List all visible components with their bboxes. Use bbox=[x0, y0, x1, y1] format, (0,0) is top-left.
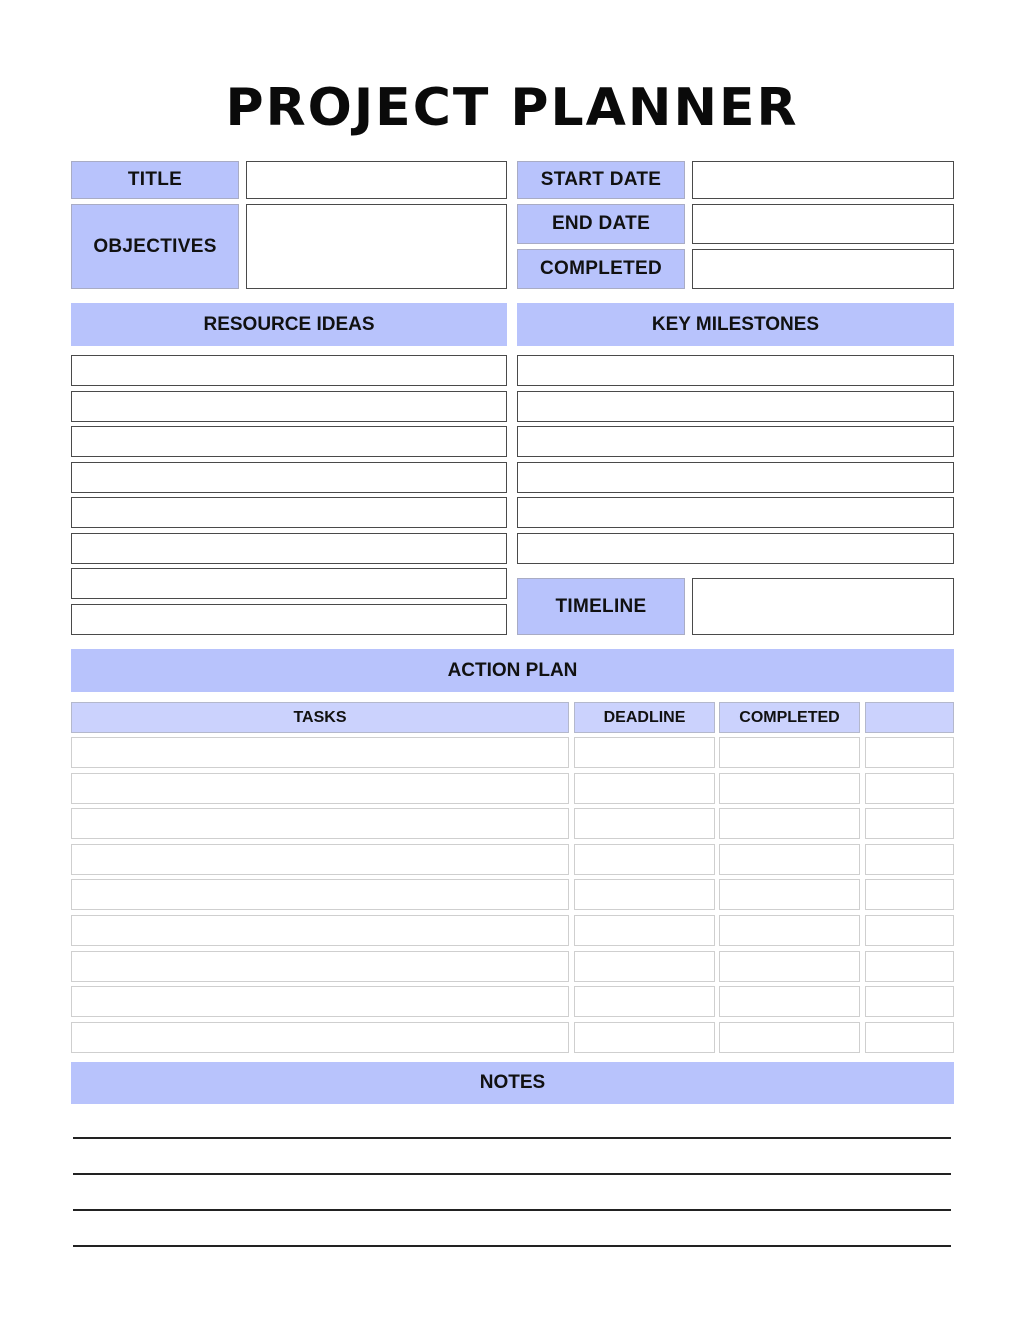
start-date-field[interactable] bbox=[692, 161, 954, 199]
action-plan-header: ACTION PLAN bbox=[71, 649, 954, 692]
end-date-field[interactable] bbox=[692, 204, 954, 244]
deadline-cell[interactable] bbox=[574, 1022, 715, 1053]
task-cell[interactable] bbox=[71, 773, 569, 804]
resource-idea-row[interactable] bbox=[71, 568, 507, 599]
completed-cell[interactable] bbox=[719, 986, 860, 1017]
key-milestones-header: KEY MILESTONES bbox=[517, 303, 954, 346]
start-date-label: START DATE bbox=[517, 161, 685, 199]
column-header-deadline: DEADLINE bbox=[574, 702, 715, 733]
resource-ideas-header: RESOURCE IDEAS bbox=[71, 303, 507, 346]
notes-header: NOTES bbox=[71, 1062, 954, 1104]
completed-cell[interactable] bbox=[719, 951, 860, 982]
completed-cell[interactable] bbox=[719, 773, 860, 804]
resource-idea-row[interactable] bbox=[71, 604, 507, 635]
extra-cell[interactable] bbox=[865, 986, 954, 1017]
completed-cell[interactable] bbox=[719, 808, 860, 839]
deadline-cell[interactable] bbox=[574, 879, 715, 910]
deadline-cell[interactable] bbox=[574, 951, 715, 982]
deadline-cell[interactable] bbox=[574, 737, 715, 768]
deadline-cell[interactable] bbox=[574, 915, 715, 946]
resource-idea-row[interactable] bbox=[71, 462, 507, 493]
resource-idea-row[interactable] bbox=[71, 355, 507, 386]
extra-cell[interactable] bbox=[865, 808, 954, 839]
page-title: PROJECT PLANNER bbox=[225, 78, 799, 138]
extra-cell[interactable] bbox=[865, 1022, 954, 1053]
milestone-row[interactable] bbox=[517, 533, 954, 564]
task-cell[interactable] bbox=[71, 879, 569, 910]
task-cell[interactable] bbox=[71, 737, 569, 768]
task-cell[interactable] bbox=[71, 808, 569, 839]
task-cell[interactable] bbox=[71, 1022, 569, 1053]
completed-cell[interactable] bbox=[719, 1022, 860, 1053]
completed-cell[interactable] bbox=[719, 915, 860, 946]
milestone-row[interactable] bbox=[517, 426, 954, 457]
column-header-completed: COMPLETED bbox=[719, 702, 860, 733]
milestone-row[interactable] bbox=[517, 355, 954, 386]
milestone-row[interactable] bbox=[517, 497, 954, 528]
objectives-field[interactable] bbox=[246, 204, 507, 289]
notes-line[interactable] bbox=[73, 1137, 951, 1139]
title-label: TITLE bbox=[71, 161, 239, 199]
completed-cell[interactable] bbox=[719, 879, 860, 910]
resource-idea-row[interactable] bbox=[71, 391, 507, 422]
extra-cell[interactable] bbox=[865, 915, 954, 946]
timeline-field[interactable] bbox=[692, 578, 954, 635]
task-cell[interactable] bbox=[71, 951, 569, 982]
resource-idea-row[interactable] bbox=[71, 426, 507, 457]
task-cell[interactable] bbox=[71, 844, 569, 875]
notes-line[interactable] bbox=[73, 1173, 951, 1175]
completed-label: COMPLETED bbox=[517, 249, 685, 289]
title-field[interactable] bbox=[246, 161, 507, 199]
deadline-cell[interactable] bbox=[574, 844, 715, 875]
completed-cell[interactable] bbox=[719, 737, 860, 768]
task-cell[interactable] bbox=[71, 915, 569, 946]
deadline-cell[interactable] bbox=[574, 773, 715, 804]
column-header-tasks: TASKS bbox=[71, 702, 569, 733]
deadline-cell[interactable] bbox=[574, 808, 715, 839]
notes-line[interactable] bbox=[73, 1245, 951, 1247]
resource-idea-row[interactable] bbox=[71, 533, 507, 564]
completed-cell[interactable] bbox=[719, 844, 860, 875]
extra-cell[interactable] bbox=[865, 951, 954, 982]
objectives-label: OBJECTIVES bbox=[71, 204, 239, 289]
timeline-label: TIMELINE bbox=[517, 578, 685, 635]
end-date-label: END DATE bbox=[517, 204, 685, 244]
extra-cell[interactable] bbox=[865, 737, 954, 768]
task-cell[interactable] bbox=[71, 986, 569, 1017]
extra-cell[interactable] bbox=[865, 773, 954, 804]
extra-cell[interactable] bbox=[865, 844, 954, 875]
column-header-extra bbox=[865, 702, 954, 733]
deadline-cell[interactable] bbox=[574, 986, 715, 1017]
resource-idea-row[interactable] bbox=[71, 497, 507, 528]
extra-cell[interactable] bbox=[865, 879, 954, 910]
completed-field[interactable] bbox=[692, 249, 954, 289]
milestone-row[interactable] bbox=[517, 391, 954, 422]
notes-line[interactable] bbox=[73, 1209, 951, 1211]
milestone-row[interactable] bbox=[517, 462, 954, 493]
